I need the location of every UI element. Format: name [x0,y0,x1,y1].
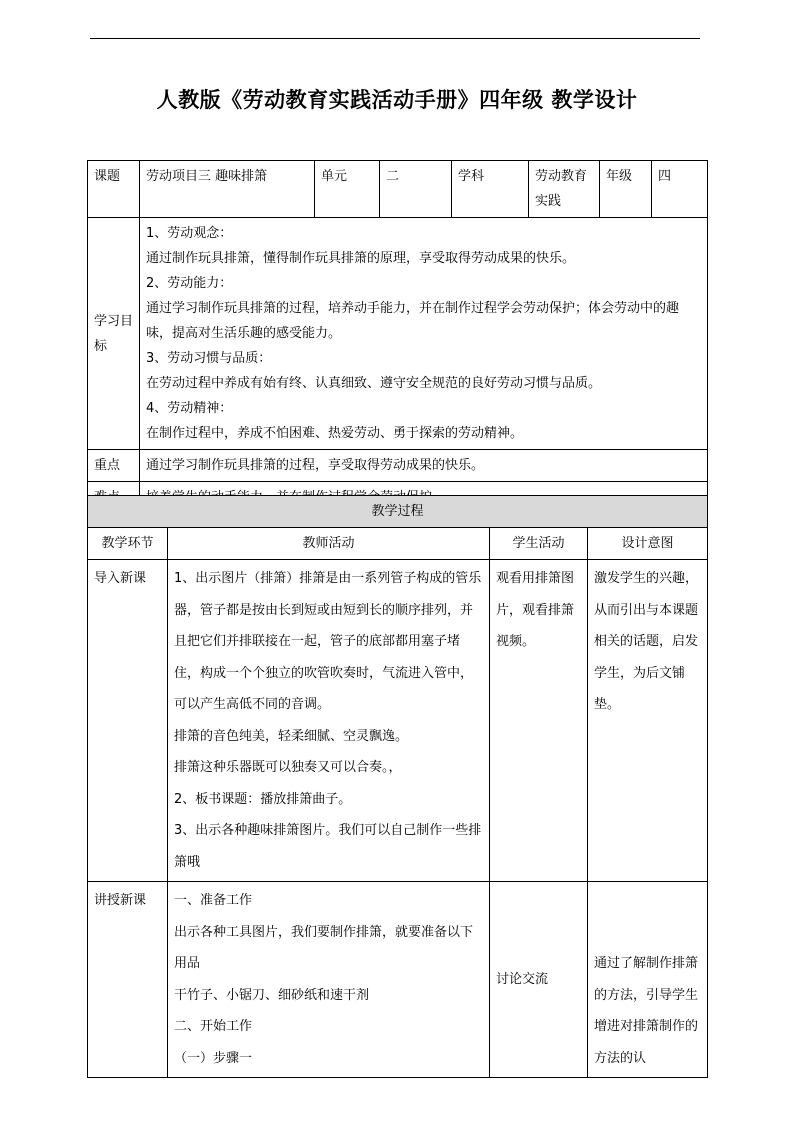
table-row [88,560,708,882]
teacher-line: 二、开始工作 [174,1019,253,1034]
page-title: 人教版《劳动教育实践活动手册》四年级 教学设计 [156,88,638,112]
teacher-line: 2、板书课题：播放排箫曲子。 [174,791,352,807]
subject-label: 学科 [452,161,529,218]
goal-line: 在制作过程中，养成不怕困难、热爱劳动、勇于探索的劳动精神。 [146,426,524,441]
topic-label: 课题 [88,161,140,218]
unit-label: 单元 [315,161,380,218]
goal-line: 4、劳动精神： [146,401,233,416]
student-activity-cell: 讨论交流 [490,882,588,1078]
process-table [87,495,708,1078]
column-header-teacher: 教师活动 [168,528,490,560]
teacher-line: 干竹子、小锯刀、细砂纸和速干剂 [174,987,370,1003]
column-header-stage: 教学环节 [88,528,168,560]
teacher-line: 排箫这种乐器既可以独奏又可以合奏。， [174,760,402,775]
teacher-line: 1、出示图片（排箫）排箫是由一系列管子构成的管乐器，管子都是按由长到短或由短到长的顺序排列，并且把它们并排联接在一起，管子的底部都用塞子堵住，构成一个个独立的吹管吹奏时，气流进入管中，可以产生高低不同的音调。 [174,571,482,712]
goals-row [88,218,708,450]
stage-cell: 导入新课 [88,560,168,882]
key-point-row [88,450,708,482]
grade-label: 年级 [600,161,652,218]
goal-line: 在劳动过程中养成有始有终、认真细致、遵守安全规范的良好劳动习惯与品质。 [146,376,602,391]
header-rule [90,38,700,39]
process-header-row [88,528,708,560]
teacher-line: （一）步骤一 [174,1050,253,1066]
design-intent-cell: 激发学生的兴趣，从而引出与本课题相关的话题，启发学生，为后文铺垫。 [588,560,708,882]
process-heading: 教学过程 [88,496,708,528]
info-table [87,160,708,514]
stage-cell: 讲授新课 [88,882,168,1078]
teacher-line: 一、准备工作 [174,893,253,908]
column-header-intent: 设计意图 [588,528,708,560]
goals-content [140,218,708,450]
subject-value: 劳动教育实践 [529,161,600,218]
teacher-line: 出示各种工具图片，我们要制作排箫，就要准备以下用品 [174,924,474,971]
column-header-student: 学生活动 [490,528,588,560]
goals-label: 学习目标 [88,218,140,450]
info-row [88,161,708,218]
goal-line: 2、劳动能力： [146,276,233,291]
student-activity-cell: 观看用排箫图片，观看排箫视频。 [490,560,588,882]
goal-line: 1、劳动观念： [146,226,233,241]
topic-value: 劳动项目三 趣味排箫 [140,161,315,218]
design-intent-cell: 通过了解制作排箫的方法，引导学生增进对排箫制作的方法的认 [588,882,708,1078]
teacher-line: 3、出示各种趣味排箫图片。我们可以自己制作一些排箫哦 [174,823,482,870]
grade-value: 四 [652,161,708,218]
unit-value: 二 [380,161,452,218]
teacher-line: 排箫的音色纯美，轻柔细腻、空灵飘逸。 [174,728,409,744]
key-point-label: 重点 [88,450,140,482]
goal-line: 3、劳动习惯与品质： [146,351,272,366]
key-point-text: 通过学习制作玩具排箫的过程，享受取得劳动成果的快乐。 [140,450,708,482]
teacher-activity-cell [168,882,490,1078]
table-row [88,882,708,1078]
process-heading-row [88,496,708,528]
goal-line: 通过制作玩具排箫，懂得制作玩具排箫的原理，享受取得劳动成果的快乐。 [146,251,576,266]
teacher-activity-cell [168,560,490,882]
goal-line: 通过学习制作玩具排箫的过程，培养动手能力，并在制作过程学会劳动保护；体会劳动中的趣味，提高对生活乐趣的感受能力。 [146,301,680,341]
